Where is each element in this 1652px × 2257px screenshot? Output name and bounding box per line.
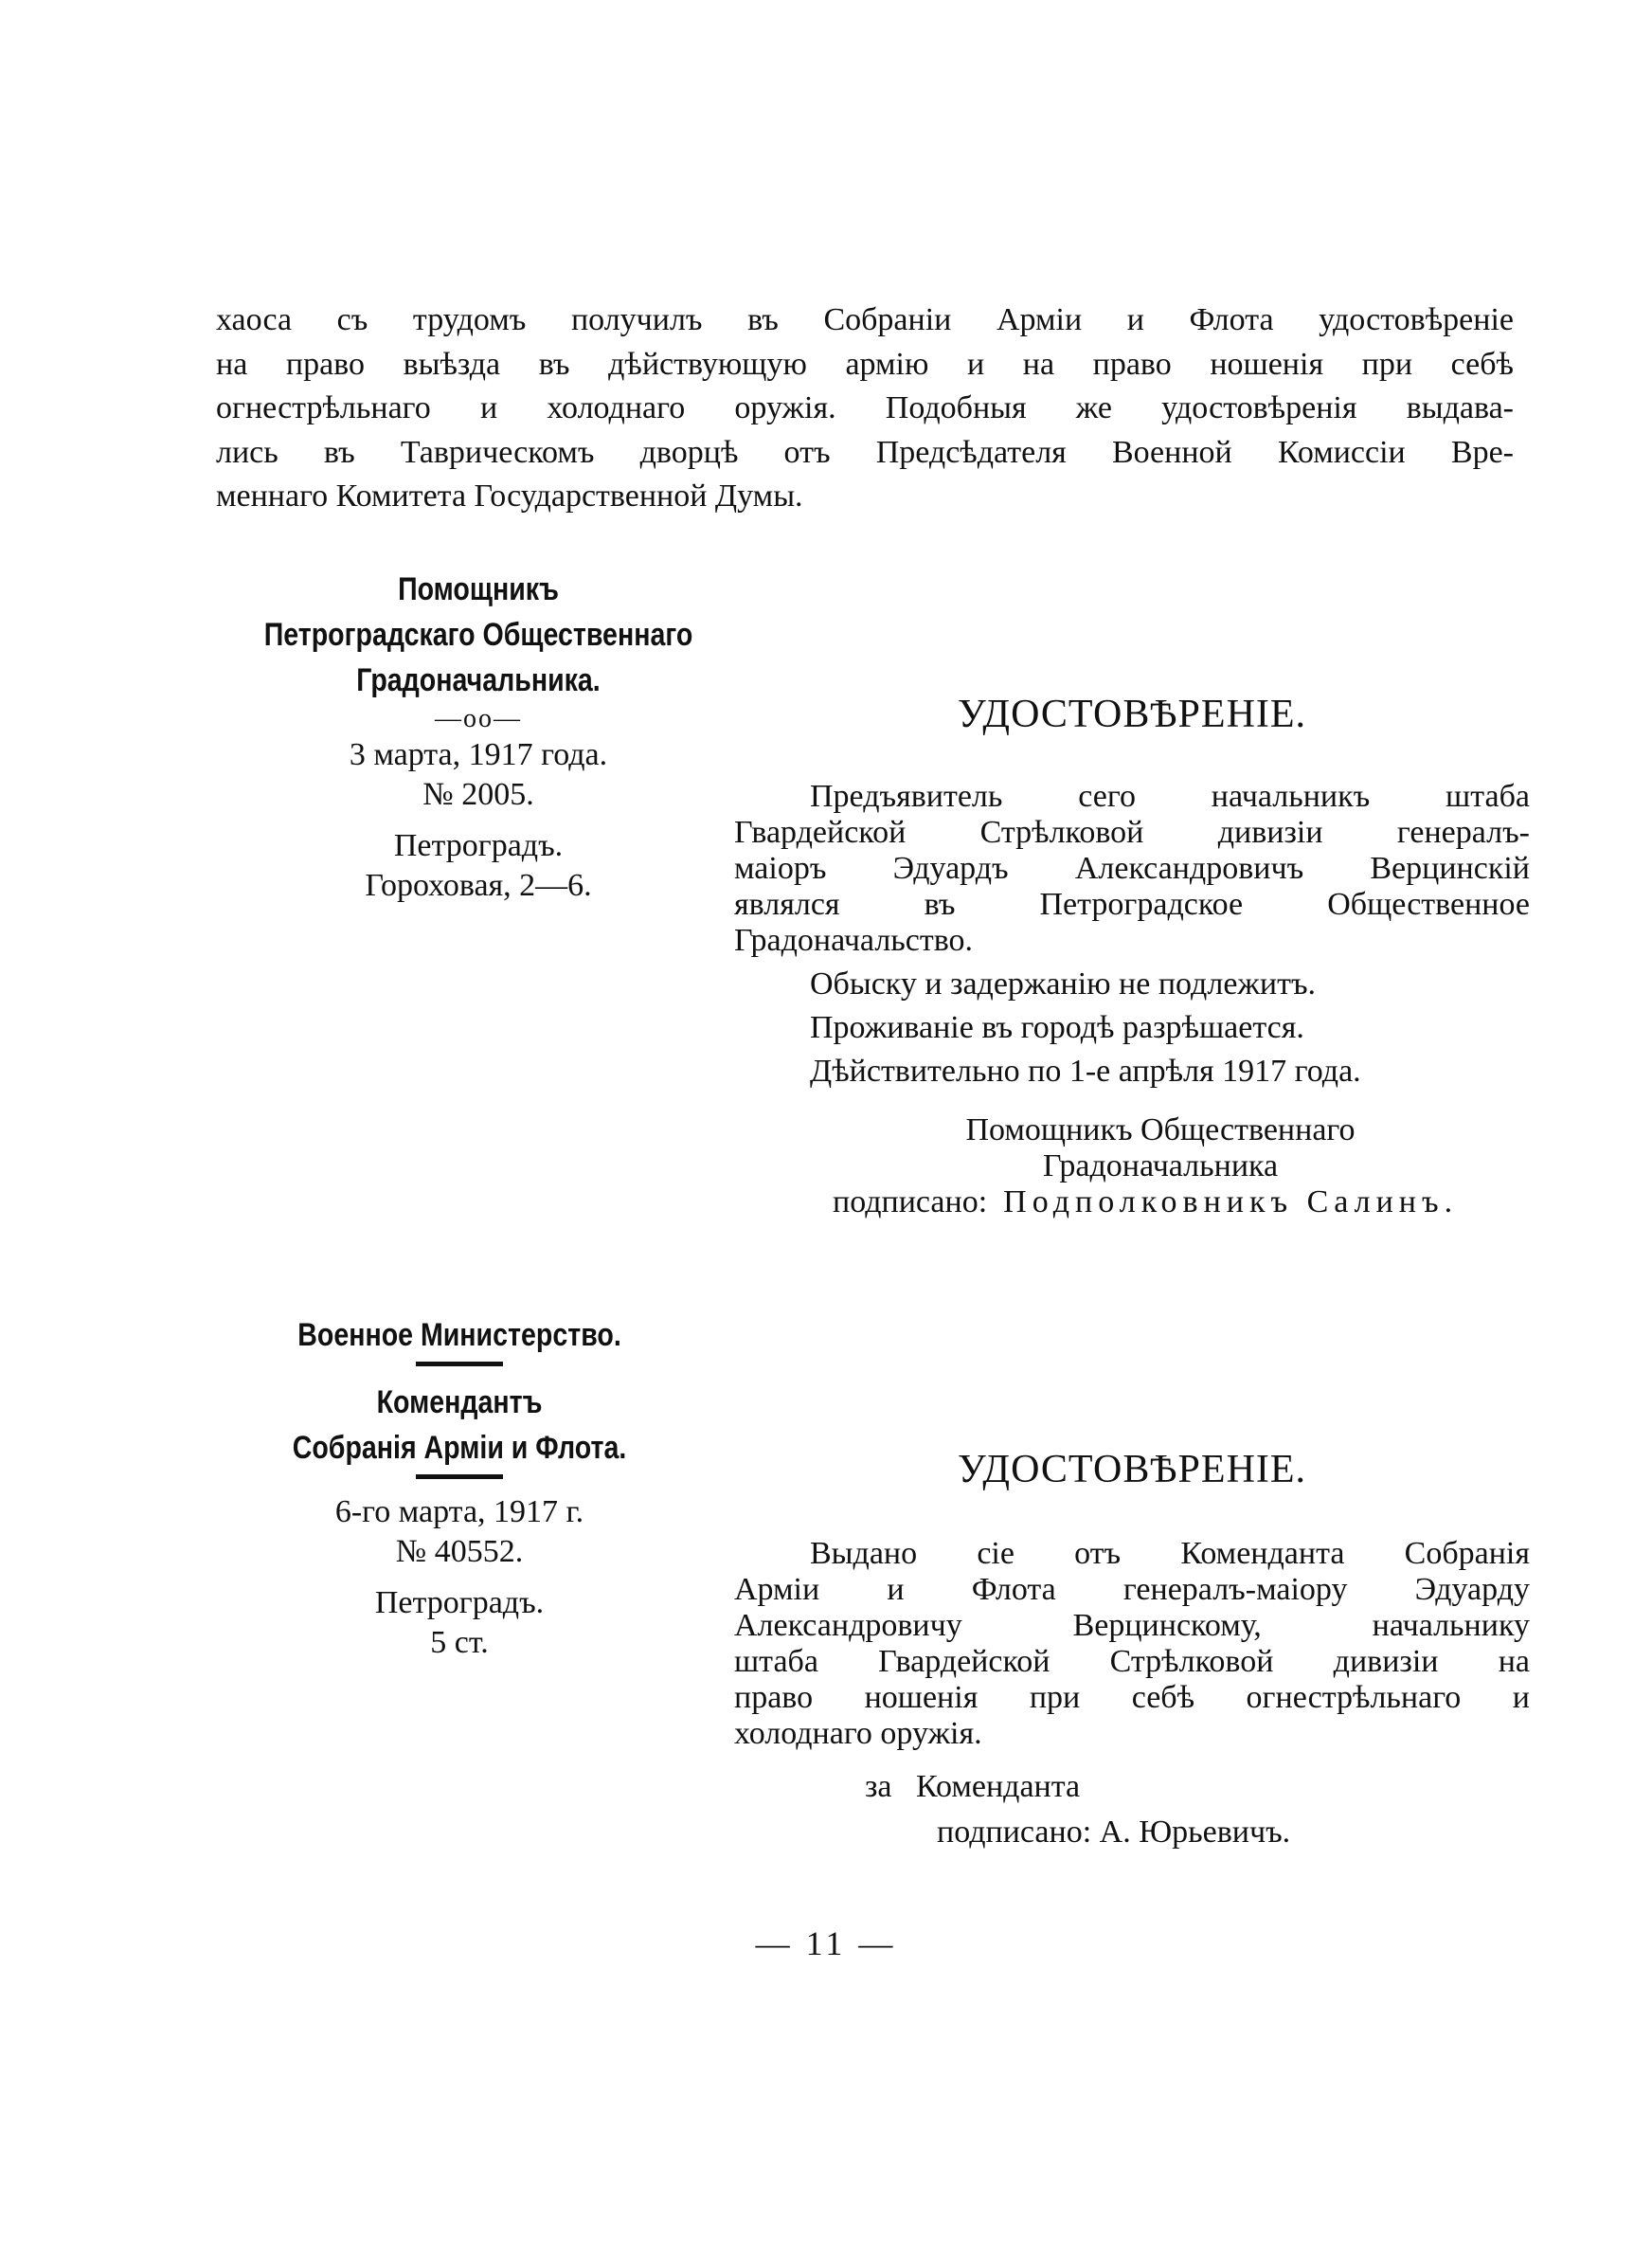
cert1-body-line: Предъявитель сего начальникъ штаба [810, 779, 1530, 814]
certificate1-body [734, 690, 1530, 1220]
cert2-issuer-line1: Комендантъ [376, 1384, 543, 1420]
certificate2-header [223, 1312, 696, 1663]
cert1-number: № 2005. [422, 777, 534, 812]
cert2-for-label: за [865, 1769, 892, 1804]
cert2-street: 5 ст. [430, 1625, 489, 1660]
cert1-city: Петроградъ. [393, 828, 564, 863]
page-number: — 11 — [755, 1924, 897, 1962]
cert1-residence-clause: Проживаніе въ городѣ разрѣшается. [810, 1010, 1304, 1045]
cert2-body-line: штаба Гвардейской Стрѣлковой дивизіи на [734, 1644, 1530, 1679]
certificate1-header [213, 567, 744, 906]
cert1-body-line: Градоначальство. [734, 923, 974, 958]
cert1-issuer-line1: Помощникъ [398, 571, 559, 607]
cert1-signer: Подполковникъ Салинъ. [1003, 1184, 1459, 1219]
cert2-body-line: Александровичу Верцинскому, начальнику [734, 1608, 1530, 1643]
cert1-search-clause: Обыску и задержанію не подлежитъ. [810, 966, 1317, 1002]
cert2-city: Петроградъ. [374, 1585, 545, 1620]
cert2-issuer-line2: Собранія Арміи и Флота. [292, 1430, 627, 1466]
cert1-signed-line [734, 1184, 1530, 1220]
cert2-date: 6-го марта, 1917 г. [334, 1494, 584, 1529]
cert2-ministry: Военное Министерство. [297, 1317, 621, 1353]
cert2-paragraph [734, 1536, 1530, 1752]
cert2-title: УДОСТОВѢРЕНІЕ. [957, 1448, 1307, 1491]
intro-line: хаоса съ трудомъ получилъ въ Собраніи Арміи и Флота удостовѣреніе [216, 302, 1514, 337]
cert1-body-line: Гвардейской Стрѣлковой дивизіи генералъ- [734, 815, 1530, 850]
intro-line: на право выѣзда въ дѣйствующую армію и на право ношенія при себѣ [216, 346, 1514, 382]
cert2-number: № 40552. [395, 1534, 524, 1569]
cert1-signed-label: подписано: [833, 1184, 988, 1219]
cert2-signature [734, 1769, 1530, 1805]
cert2-body-line: Выдано сіе отъ Коменданта Собранія [810, 1536, 1530, 1571]
cert2-body-line: Арміи и Флота генералъ-маіору Эдуарду [734, 1572, 1530, 1607]
intro-line: лись въ Таврическомъ дворцѣ отъ Предсѣдателя Военной Комиссіи Вре- [216, 434, 1514, 470]
cert1-body-line: являлся въ Петроградское Общественное [734, 887, 1530, 922]
cert1-validity-clause: Дѣйствительно по 1-е апрѣля 1917 года. [810, 1054, 1361, 1089]
cert2-sign-role: Коменданта [916, 1769, 1081, 1804]
cert1-signature [734, 1112, 1530, 1184]
cert1-issuer-line2: Петроградскаго Общественнаго [263, 617, 693, 653]
intro-paragraph [216, 298, 1514, 519]
ornament-divider: —oo— [435, 704, 522, 733]
cert1-address: Гороховая, 2—6. [365, 868, 592, 903]
certificate2-body [734, 1445, 1530, 1851]
cert2-body-line: право ношенія при себѣ огнестрѣльнаго и [734, 1680, 1530, 1715]
cert1-issuer-line3: Градоначальника. [356, 662, 601, 698]
cert1-body-line: маіоръ Эдуардъ Александровичъ Верцинскій [734, 851, 1530, 886]
cert1-title: УДОСТОВѢРЕНІЕ. [957, 693, 1307, 736]
intro-line: огнестрѣльнаго и холоднаго оружія. Подобныя же удостовѣренія выдава- [216, 390, 1514, 425]
cert2-rule-2 [416, 1474, 503, 1479]
cert2-rule-1 [416, 1362, 503, 1366]
cert2-body-line: холоднаго оружія. [734, 1716, 982, 1751]
cert1-sign-role: Помощникъ Общественнаго [965, 1112, 1356, 1147]
cert1-paragraph [734, 779, 1530, 959]
cert1-sign-role2: Градоначальника [1042, 1148, 1279, 1183]
cert2-signed-line: подписано: А. Юрьевичъ. [937, 1815, 1291, 1850]
intro-line: меннаго Комитета Государственной Думы. [216, 478, 803, 514]
cert1-date: 3 марта, 1917 года. [349, 737, 608, 772]
